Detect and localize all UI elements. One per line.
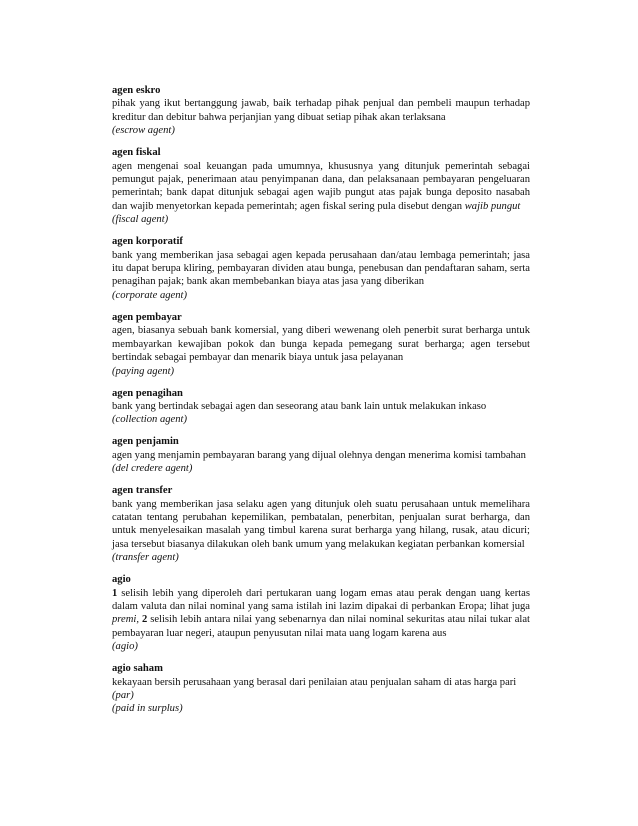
- entry-agio: [112, 573, 530, 653]
- entry-definition: pihak yang ikut bertanggung jawab, baik terhadap pihak penjual dan pembeli maupun terhadap kreditur dan debitur bahwa perjanjian yang dibuat setiap pihak akan terlaksana: [112, 98, 530, 123]
- sense-number: 2: [141, 614, 148, 626]
- entry-agen-korporatif: [112, 235, 530, 302]
- entry-term: agio saham: [112, 663, 163, 675]
- entry-agen-penagihan: [112, 387, 530, 427]
- entry-english-term: (corporate agent): [112, 289, 188, 301]
- entry-agen-pembayar: [112, 311, 530, 378]
- entry-english-term: (collection agent): [112, 414, 188, 426]
- entry-english-term: (transfer agent): [112, 552, 179, 564]
- entry-definition: [112, 160, 530, 214]
- entry-english-term: (paid in surplus): [112, 703, 183, 715]
- sense-number: 1: [112, 587, 118, 599]
- glossary-content: [112, 84, 530, 724]
- entry-english-term: (escrow agent): [112, 125, 175, 137]
- entry-term: agen transfer: [112, 485, 173, 497]
- entry-english-alt-term: (par): [112, 690, 134, 701]
- entry-definition: bank yang memberikan jasa selaku agen yang ditunjuk oleh suatu perusahaan untuk memelihara catatan tentang perubahan kepemilikan, pembatalan, penerbitan, penjualan surat berharga, dan untuk menyelesaikan masalah yang timbul karena surat berharga yang hilang, rusak, atau dicuri; jasa tersebut biasanya dilakukan oleh bank umum yang melakukan kegiatan perbankan komersial: [112, 498, 530, 550]
- entry-definition: bank yang memberikan jasa sebagai agen kepada perusahaan dan/atau lembaga pemerintah; jasa itu dapat berupa kliring, pembayaran dividen atau bunga, penebusan dan pendaftaran saham, serta penagihan pajak; bank akan membebankan biaya atas jasa yang diberikan: [112, 249, 530, 288]
- sense-text: selisih lebih yang diperoleh dari pertukaran uang logam emas atau perak dengan uang kertas dalam valuta dan nilai nominal yang sama istilah ini lazim dipakai di perbankan Eropa; lihat juga: [112, 587, 530, 612]
- entry-definition: agen, biasanya sebuah bank komersial, yang diberi wewenang oleh penerbit surat berharga untuk membayarkan kewajiban pokok dan bunga kepada pemegang surat berharga; agen tersebut bertindak sebagai pembayar dan menarik biaya untuk jasa pelayanan: [112, 325, 530, 364]
- definition-text: agen mengenai soal keuangan pada umumnya, khususnya yang ditunjuk pemerintah sebagai pemungut pajak, penerimaan atau penyimpanan dana, dan pelaksanaan pembayaran pengeluaran pemerintah; bank dapat ditunjuk sebagai agen wajib pungut atas pajak bunga deposito nasabah dan wajib menyetorkan kepada pemerintah; agen fiskal sering pula disebut dengan: [112, 160, 530, 212]
- entry-agio-saham: [112, 662, 530, 716]
- entry-agen-transfer: [112, 484, 530, 564]
- entry-english-term: (agio): [112, 641, 138, 653]
- entry-definition: bank yang bertindak sebagai agen dan seseorang atau bank lain untuk melakukan inkaso: [112, 400, 487, 412]
- sense-text: selisih lebih antara nilai yang sebenarnya dan nilai nominal sekuritas atau nilai tukar alat pembayaran luar negeri, ataupun penyusutan nilai mata uang logam karena aus: [112, 614, 530, 639]
- entry-english-term: (fiscal agent): [112, 214, 169, 226]
- entry-agen-penjamin: [112, 435, 530, 475]
- entry-definition: kekayaan bersih perusahaan yang berasal dari penilaian atau penjualan saham di atas harga pari: [112, 676, 517, 688]
- entry-term: agen fiskal: [112, 147, 161, 159]
- cross-reference: premi,: [112, 614, 139, 626]
- entry-agen-fiskal: [112, 146, 530, 226]
- entry-definition: [112, 587, 530, 641]
- entry-term: agen penagihan: [112, 387, 183, 399]
- entry-term: agen eskro: [112, 85, 161, 96]
- entry-definition: agen yang menjamin pembayaran barang yang dijual olehnya dengan menerima komisi tambahan: [112, 449, 526, 461]
- entry-english-term: (paying agent): [112, 365, 175, 377]
- entry-term: agen pembayar: [112, 311, 182, 323]
- definition-italic-text: wajib pungut: [464, 200, 521, 212]
- entry-term: agen korporatif: [112, 236, 183, 248]
- entry-agen-eskro: [112, 84, 530, 138]
- entry-english-term: (del credere agent): [112, 463, 193, 475]
- entry-term: agen penjamin: [112, 436, 179, 448]
- entry-term: agio: [112, 574, 131, 586]
